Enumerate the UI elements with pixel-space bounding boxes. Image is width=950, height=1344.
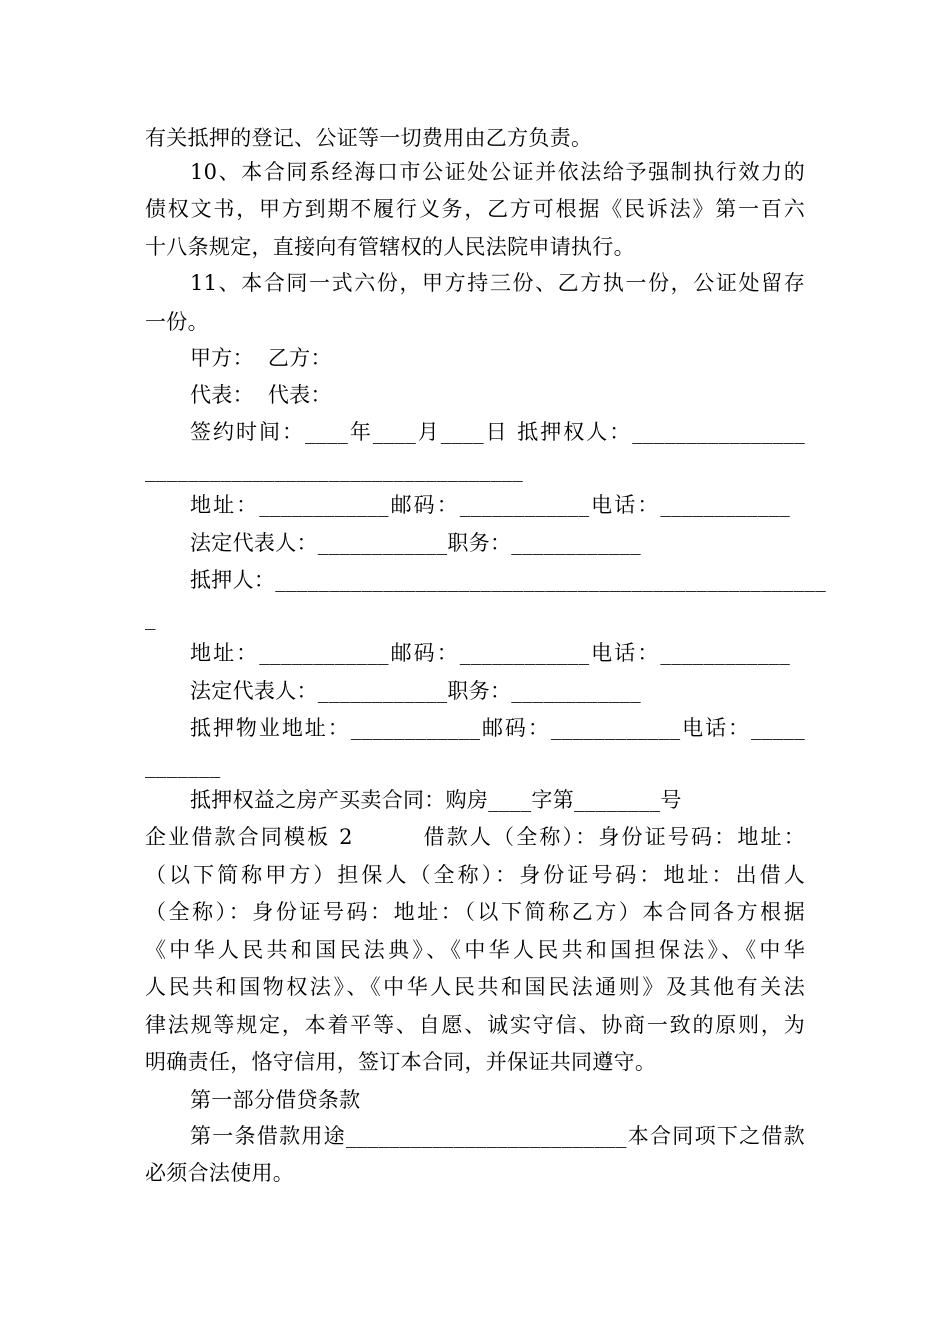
text-line: 第一条借款用途__________________________本合同项下之借款 xyxy=(190,1124,805,1148)
text-line: ___________________________________ xyxy=(145,458,523,482)
text-line: _ xyxy=(145,606,156,630)
text-line: 一份。 xyxy=(145,310,209,334)
text-line: 律法规等规定，本着平等、自愿、诚实守信、协商一致的原则，为 xyxy=(145,1013,805,1037)
text-line: 债权文书，甲方到期不履行义务，乙方可根据《民诉法》第一百六 xyxy=(145,197,805,221)
signature-representative-line: 代表： 代表： xyxy=(190,383,332,407)
purchase-contract-line: 抵押权益之房产买卖合同：购房____字第________号 xyxy=(190,788,682,812)
text-line: 有关抵押的登记、公证等一切费用由乙方负责。 xyxy=(145,126,593,150)
text-line: 10、本合同系经海口市公证处公证并依法给予强制执行效力的 xyxy=(190,160,805,184)
text-line: 人民共和国物权法》、《中华人民共和国民法通则》及其他有关法 xyxy=(145,975,805,999)
mortgagee-address-line: 地址：____________邮码：____________电话：____________ xyxy=(190,493,790,517)
text-line: _______ xyxy=(145,754,221,778)
text-line: 11、本合同一式六份，甲方持三份、乙方执一份，公证处留存 xyxy=(190,271,805,295)
mortgagor-representative-line: 法定代表人：____________职务：____________ xyxy=(190,679,641,703)
text-line: （全称）：身份证号码：地址：（以下简称乙方）本合同各方根据 xyxy=(145,900,805,924)
signature-party-line: 甲方： 乙方： xyxy=(190,346,332,370)
signing-date-line: 签约时间：____年____月____日 抵押权人：________________ xyxy=(190,420,805,444)
text-line: 《中华人民共和国民法典》、《中华人民共和国担保法》、《中华 xyxy=(145,938,805,962)
text-line: 企业借款合同模板 2 借款人（全称）：身份证号码：地址： xyxy=(145,825,805,849)
text-line: 明确责任，恪守信用，签订本合同，并保证共同遵守。 xyxy=(145,1050,657,1074)
property-address-line: 抵押物业地址：____________邮码：____________电话：_____ xyxy=(190,716,805,740)
text-line: 必须合法使用。 xyxy=(145,1161,295,1185)
section-heading: 第一部分借贷条款 xyxy=(190,1088,361,1112)
mortgagor-line: 抵押人：___________________________________________________ xyxy=(190,568,826,592)
text-line: 十八条规定，直接向有管辖权的人民法院申请执行。 xyxy=(145,235,635,259)
mortgagor-address-line: 地址：____________邮码：____________电话：____________ xyxy=(190,641,790,665)
text-line: （以下简称甲方）担保人（全称）：身份证号码：地址：出借人 xyxy=(145,863,805,887)
mortgagee-representative-line: 法定代表人：____________职务：____________ xyxy=(190,531,641,555)
